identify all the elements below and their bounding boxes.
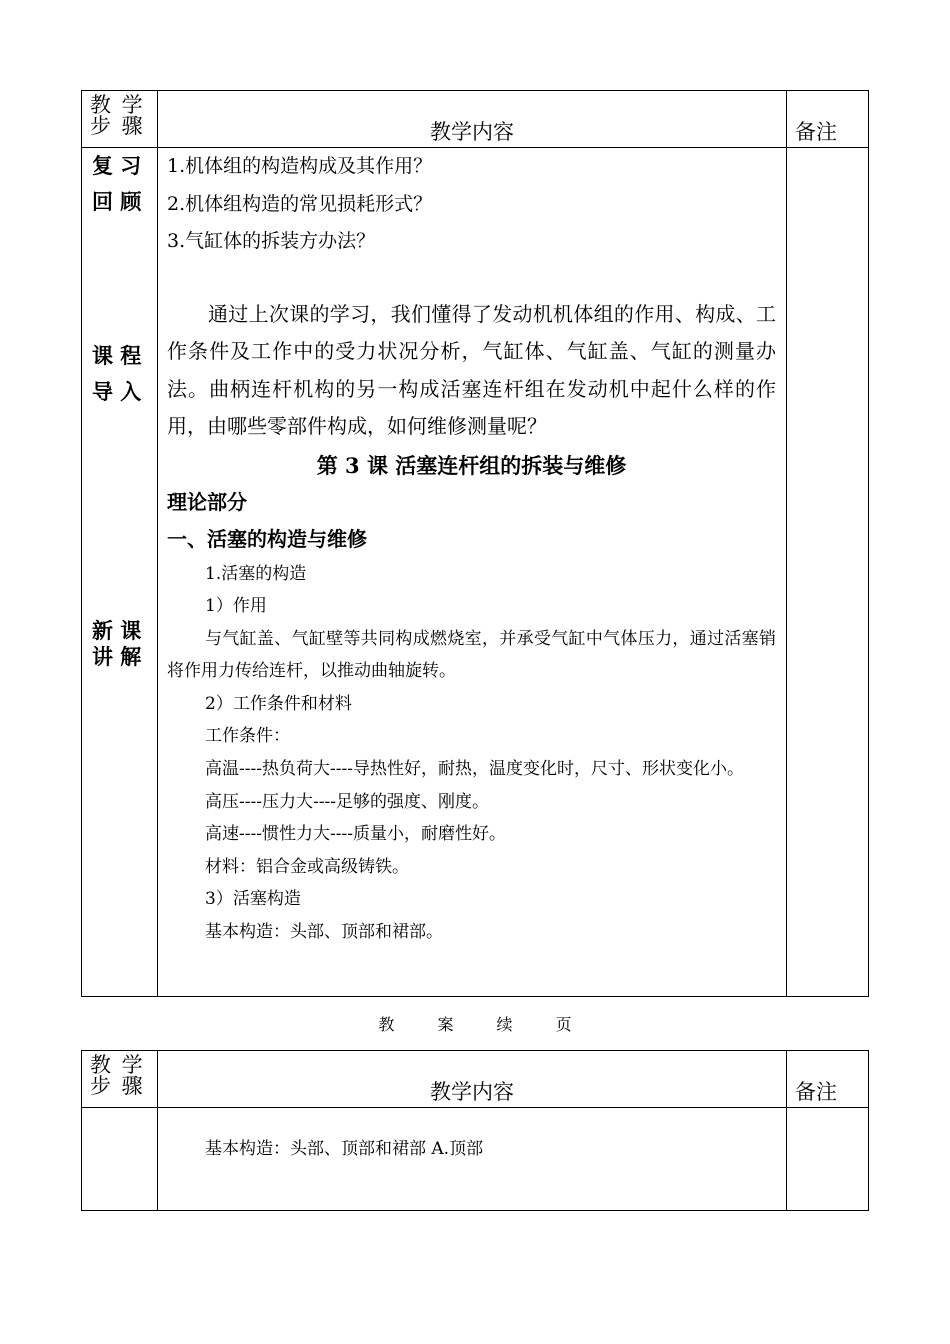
review-question-3: 3.气缸体的拆装方办法？ [167, 230, 376, 252]
step-new-lesson [92, 618, 141, 670]
note-column [787, 148, 869, 997]
basic-structure-text: 基本构造：头部、顶部和裙部。 [205, 922, 443, 943]
conditions-label: 工作条件： [205, 726, 290, 747]
material-text: 材料：铝合金或高级铸铁。 [205, 856, 409, 877]
step-column [82, 148, 158, 997]
review-question-2: 2.机体组构造的常见损耗形式？ [167, 192, 433, 215]
condition-high-pressure: 高压----压力大----足够的强度、刚度。 [205, 791, 489, 812]
caption-char-4: 页 [555, 1015, 572, 1034]
header-content-label: 教学内容 [430, 120, 514, 144]
condition-high-speed: 高速----惯性力大----质量小，耐磨性好。 [205, 824, 506, 845]
header2-step-line2: 步 骤 [90, 1074, 145, 1098]
step-intro-line2: 导 入 [92, 379, 142, 404]
header-note-label: 备注 [795, 120, 837, 144]
item-piston-structure: 1.活塞的构造 [205, 563, 307, 584]
function-text: 与气缸盖、气缸壁等共同构成燃烧室，并承受气缸中气体压力，通过活塞销将作用力传给连杆，以推动曲轴旋转。 [167, 628, 776, 682]
caption-char-2: 案 [437, 1015, 454, 1034]
header-teaching-content [158, 91, 787, 148]
lesson-plan-table [81, 90, 869, 997]
table2-header-row [82, 1051, 869, 1108]
header2-teaching-content [158, 1051, 787, 1108]
section-piston-heading: 一、活塞的构造与维修 [167, 526, 367, 551]
item-working-conditions: 2）工作条件和材料 [205, 693, 352, 714]
header-teaching-step [82, 91, 158, 148]
step-review-line1: 复 习 [92, 153, 142, 178]
continuation-caption [0, 1012, 950, 1035]
caption-char-1: 教 [378, 1015, 395, 1034]
table2-body-row [82, 1108, 869, 1211]
step-new-line1: 新 课 [92, 618, 142, 643]
header2-note [787, 1051, 869, 1108]
page2-content-text: 基本构造：头部、顶部和裙部 A.顶部 [205, 1139, 484, 1159]
caption-char-3: 续 [496, 1015, 513, 1034]
header2-note-label: 备注 [795, 1080, 837, 1104]
header-step-line2: 步 骤 [90, 114, 145, 138]
item-function: 1）作用 [205, 596, 267, 617]
lesson-title: 第 3 课 活塞连杆组的拆装与维修 [316, 452, 627, 478]
header-note [787, 91, 869, 148]
lesson-plan-continuation-table [81, 1050, 869, 1211]
header-step-line1: 教 学 [90, 93, 145, 117]
header2-teaching-step [82, 1051, 158, 1108]
content2-column [158, 1108, 787, 1211]
note2-column [787, 1108, 869, 1211]
table-header-row [82, 91, 869, 148]
step-review [92, 148, 141, 220]
review-question-1: 1.机体组的构造构成及其作用？ [167, 155, 433, 177]
step-intro [92, 338, 141, 410]
table-body-row [82, 148, 869, 997]
step-intro-line1: 课 程 [92, 343, 142, 368]
item-piston-construction: 3）活塞构造 [205, 889, 301, 910]
step-review-line2: 回 顾 [92, 189, 142, 214]
condition-high-temp: 高温----热负荷大----导热性好，耐热，温度变化时，尺寸、形状变化小。 [205, 759, 744, 780]
step2-column [82, 1108, 158, 1211]
theory-heading: 理论部分 [167, 489, 247, 514]
step-new-line2: 讲 解 [92, 644, 142, 669]
content-column [158, 148, 787, 997]
intro-paragraph: 通过上次课的学习，我们懂得了发动机机体组的作用、构成、工作条件及工作中的受力状况分析，气缸体、气缸盖、气缸的测量办法。曲柄连杆机构的另一构成活塞连杆组在发动机中起什么样的作用，由哪些零部件构成，如何维修测量呢？ [167, 301, 776, 438]
header2-content-label: 教学内容 [430, 1080, 514, 1104]
header2-step-line1: 教 学 [90, 1053, 145, 1077]
